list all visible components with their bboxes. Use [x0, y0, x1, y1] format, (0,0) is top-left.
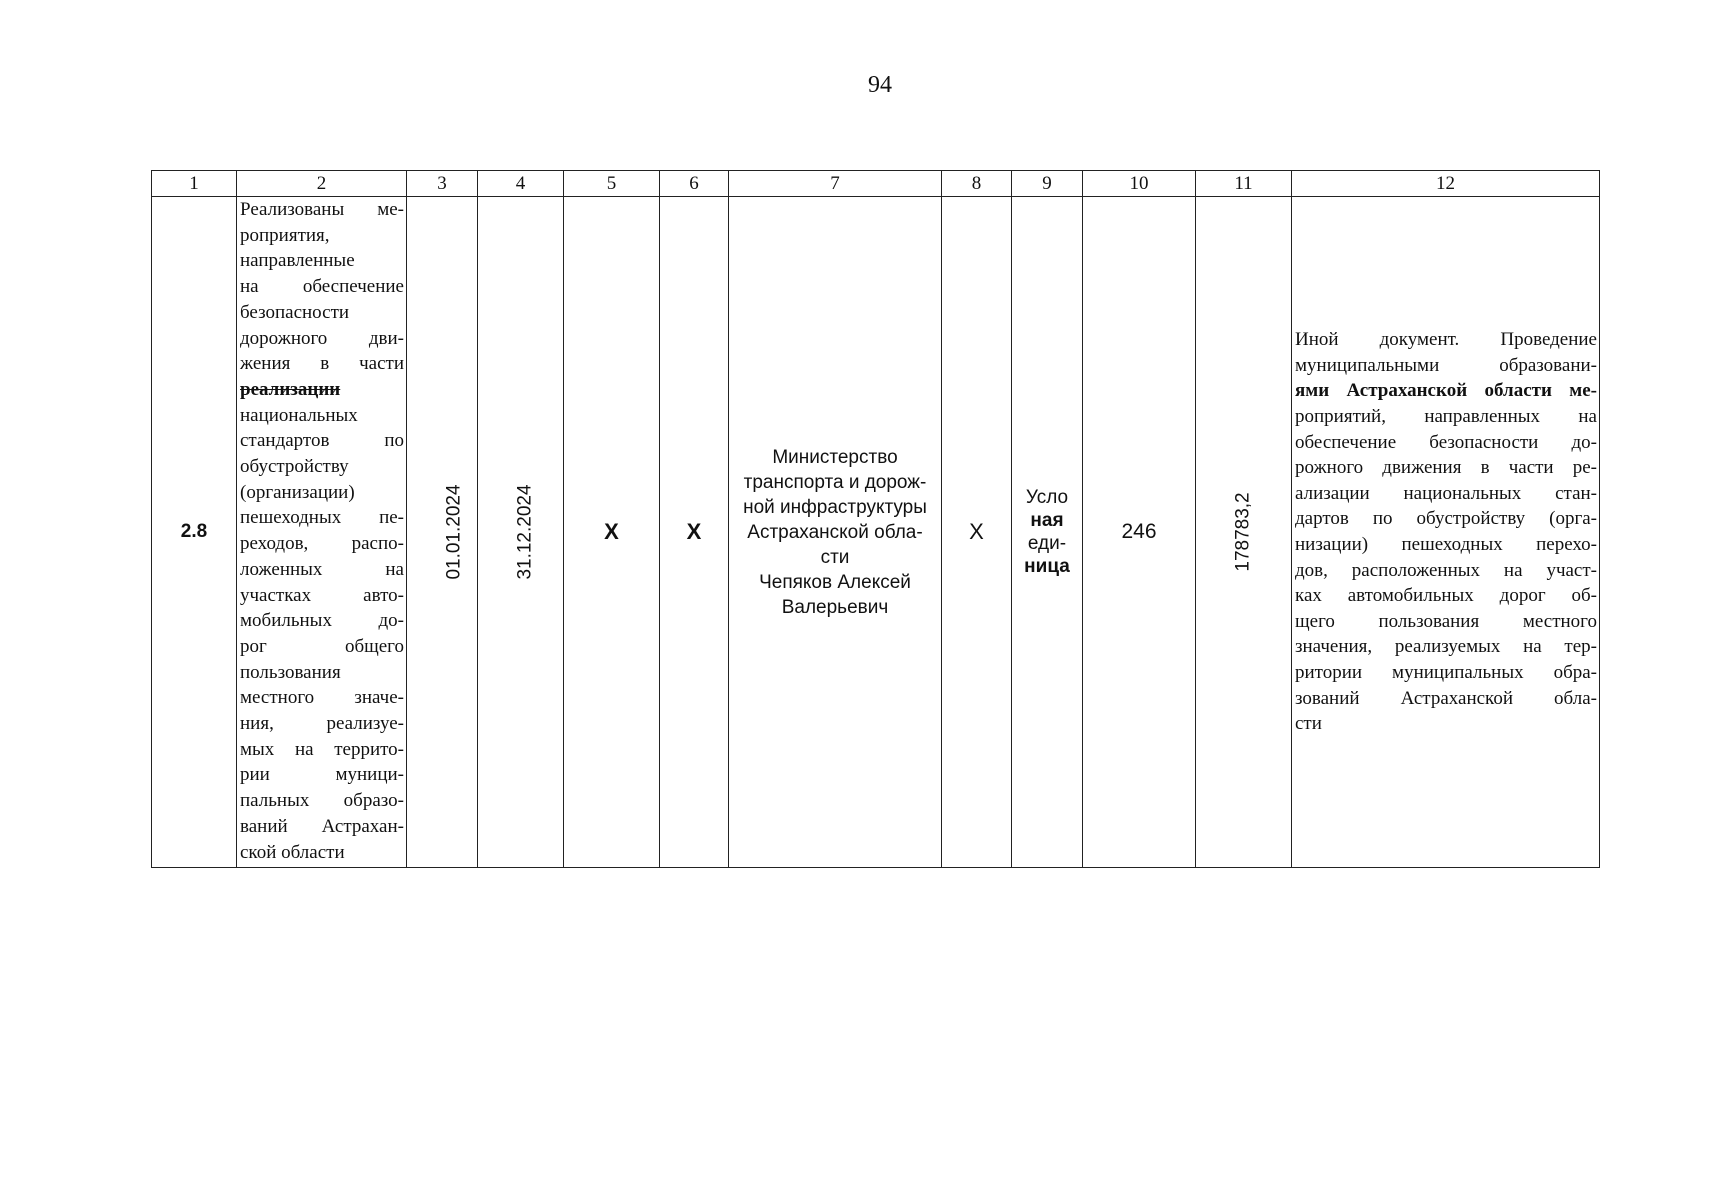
result-line: дартов по обустройству (орга-	[1295, 508, 1597, 530]
responsible-executor	[729, 197, 942, 868]
description-line: мых на террито-	[240, 738, 404, 760]
description-line: рии муници-	[240, 764, 404, 786]
responsible-line: Астраханской обла-	[747, 521, 923, 543]
column-number: 4	[478, 171, 564, 197]
description-line: рог общего	[240, 635, 404, 657]
responsible-line: Министерство	[772, 446, 898, 468]
unit-line: ница	[1024, 556, 1070, 577]
end-date-cell	[478, 197, 564, 868]
result-line: сти	[1295, 713, 1322, 735]
unit-line: ная	[1030, 510, 1064, 531]
responsible-line: Валерьевич	[781, 596, 889, 618]
page-number: 94	[868, 72, 892, 98]
description-line: на обеспечение	[240, 276, 404, 298]
column-number: 5	[564, 171, 660, 197]
column-number: 9	[1012, 171, 1083, 197]
result-line: ализации национальных стан-	[1295, 482, 1597, 504]
description-line: безопасности	[240, 301, 350, 323]
amount-cell	[1196, 197, 1292, 868]
column-number: 8	[942, 171, 1012, 197]
result-line: обеспечение безопасности до-	[1295, 431, 1597, 453]
description-line: участках авто-	[240, 584, 404, 606]
result-line: рожного движения в части ре-	[1295, 457, 1597, 479]
row-id: 2.8	[180, 521, 208, 542]
column-number: 7	[729, 171, 942, 197]
col5-cell	[564, 197, 660, 868]
col6-cell	[660, 197, 729, 868]
col5-mark: X	[604, 519, 619, 544]
description-line: жения в части	[240, 353, 404, 375]
funding-amount: 178783,2	[1232, 492, 1254, 572]
result-line: дов, расположенных на участ-	[1295, 559, 1597, 581]
responsible-line: Чепяков Алексей	[759, 571, 911, 593]
description-line: ваний Астрахан-	[240, 815, 404, 837]
description-line: национальных	[240, 404, 358, 426]
result-line: низации) пешеходных перехо-	[1295, 534, 1597, 555]
column-number: 12	[1292, 171, 1600, 197]
result-document	[1292, 197, 1600, 868]
result-line: ритории муниципальных обра-	[1295, 661, 1597, 683]
description-line: (организации)	[240, 481, 355, 503]
column-number: 6	[660, 171, 729, 197]
description-line: направленные	[240, 250, 355, 272]
column-number: 2	[237, 171, 407, 197]
column-number: 1	[152, 171, 237, 197]
start-date: 01.01.2024	[443, 484, 465, 580]
result-line: ями Астраханской области ме-	[1295, 380, 1597, 402]
measure-description	[237, 197, 407, 868]
table-row	[152, 197, 1600, 868]
value-cell	[1083, 197, 1196, 868]
indicator-value: 246	[1121, 520, 1157, 543]
col6-mark: X	[686, 519, 702, 544]
description-line: ской области	[240, 841, 345, 863]
column-number-row	[152, 171, 1600, 197]
description-line: стандартов по	[240, 430, 404, 452]
unit-of-measure	[1012, 197, 1083, 868]
description-line: дорожного дви-	[240, 327, 404, 349]
col8-mark: X	[969, 519, 984, 544]
unit-line: Усло	[1025, 487, 1069, 508]
description-line: пользования	[240, 661, 341, 683]
start-date-cell	[407, 197, 478, 868]
description-line: реходов, распо-	[240, 533, 404, 555]
column-number: 3	[407, 171, 478, 197]
result-line: щего пользования местного	[1295, 610, 1597, 632]
description-line: ложенных на	[240, 558, 404, 580]
description-line: пешеходных пе-	[240, 507, 404, 529]
end-date: 31.12.2024	[514, 484, 536, 580]
responsible-line: ной инфраструктуры	[743, 496, 927, 518]
column-number: 10	[1083, 171, 1196, 197]
result-line: муниципальными образовани-	[1295, 354, 1597, 376]
result-line: ках автомобильных дорог об-	[1295, 585, 1597, 607]
description-line: пальных образо-	[240, 790, 404, 812]
unit-line: еди-	[1027, 533, 1067, 554]
description-line: ния, реализуе-	[240, 713, 404, 735]
measures-table	[151, 170, 1600, 868]
result-line: значения, реализуемых на тер-	[1295, 636, 1597, 658]
description-line: Реализованы ме-	[240, 199, 404, 220]
description-line: роприятия,	[240, 224, 330, 246]
row-id-cell	[152, 197, 237, 868]
responsible-line: сти	[820, 546, 850, 568]
description-line: местного значе-	[240, 687, 404, 709]
description-line: реализации	[240, 378, 341, 400]
result-line: роприятий, направленных на	[1295, 406, 1597, 428]
description-line: обустройству	[240, 456, 349, 478]
responsible-line: транспорта и дорож-	[743, 471, 927, 493]
result-line: Иной документ. Проведение	[1295, 329, 1597, 351]
description-line: мобильных до-	[240, 610, 404, 632]
col8-cell	[942, 197, 1012, 868]
column-number: 11	[1196, 171, 1292, 197]
result-line: зований Астраханской обла-	[1295, 687, 1597, 709]
